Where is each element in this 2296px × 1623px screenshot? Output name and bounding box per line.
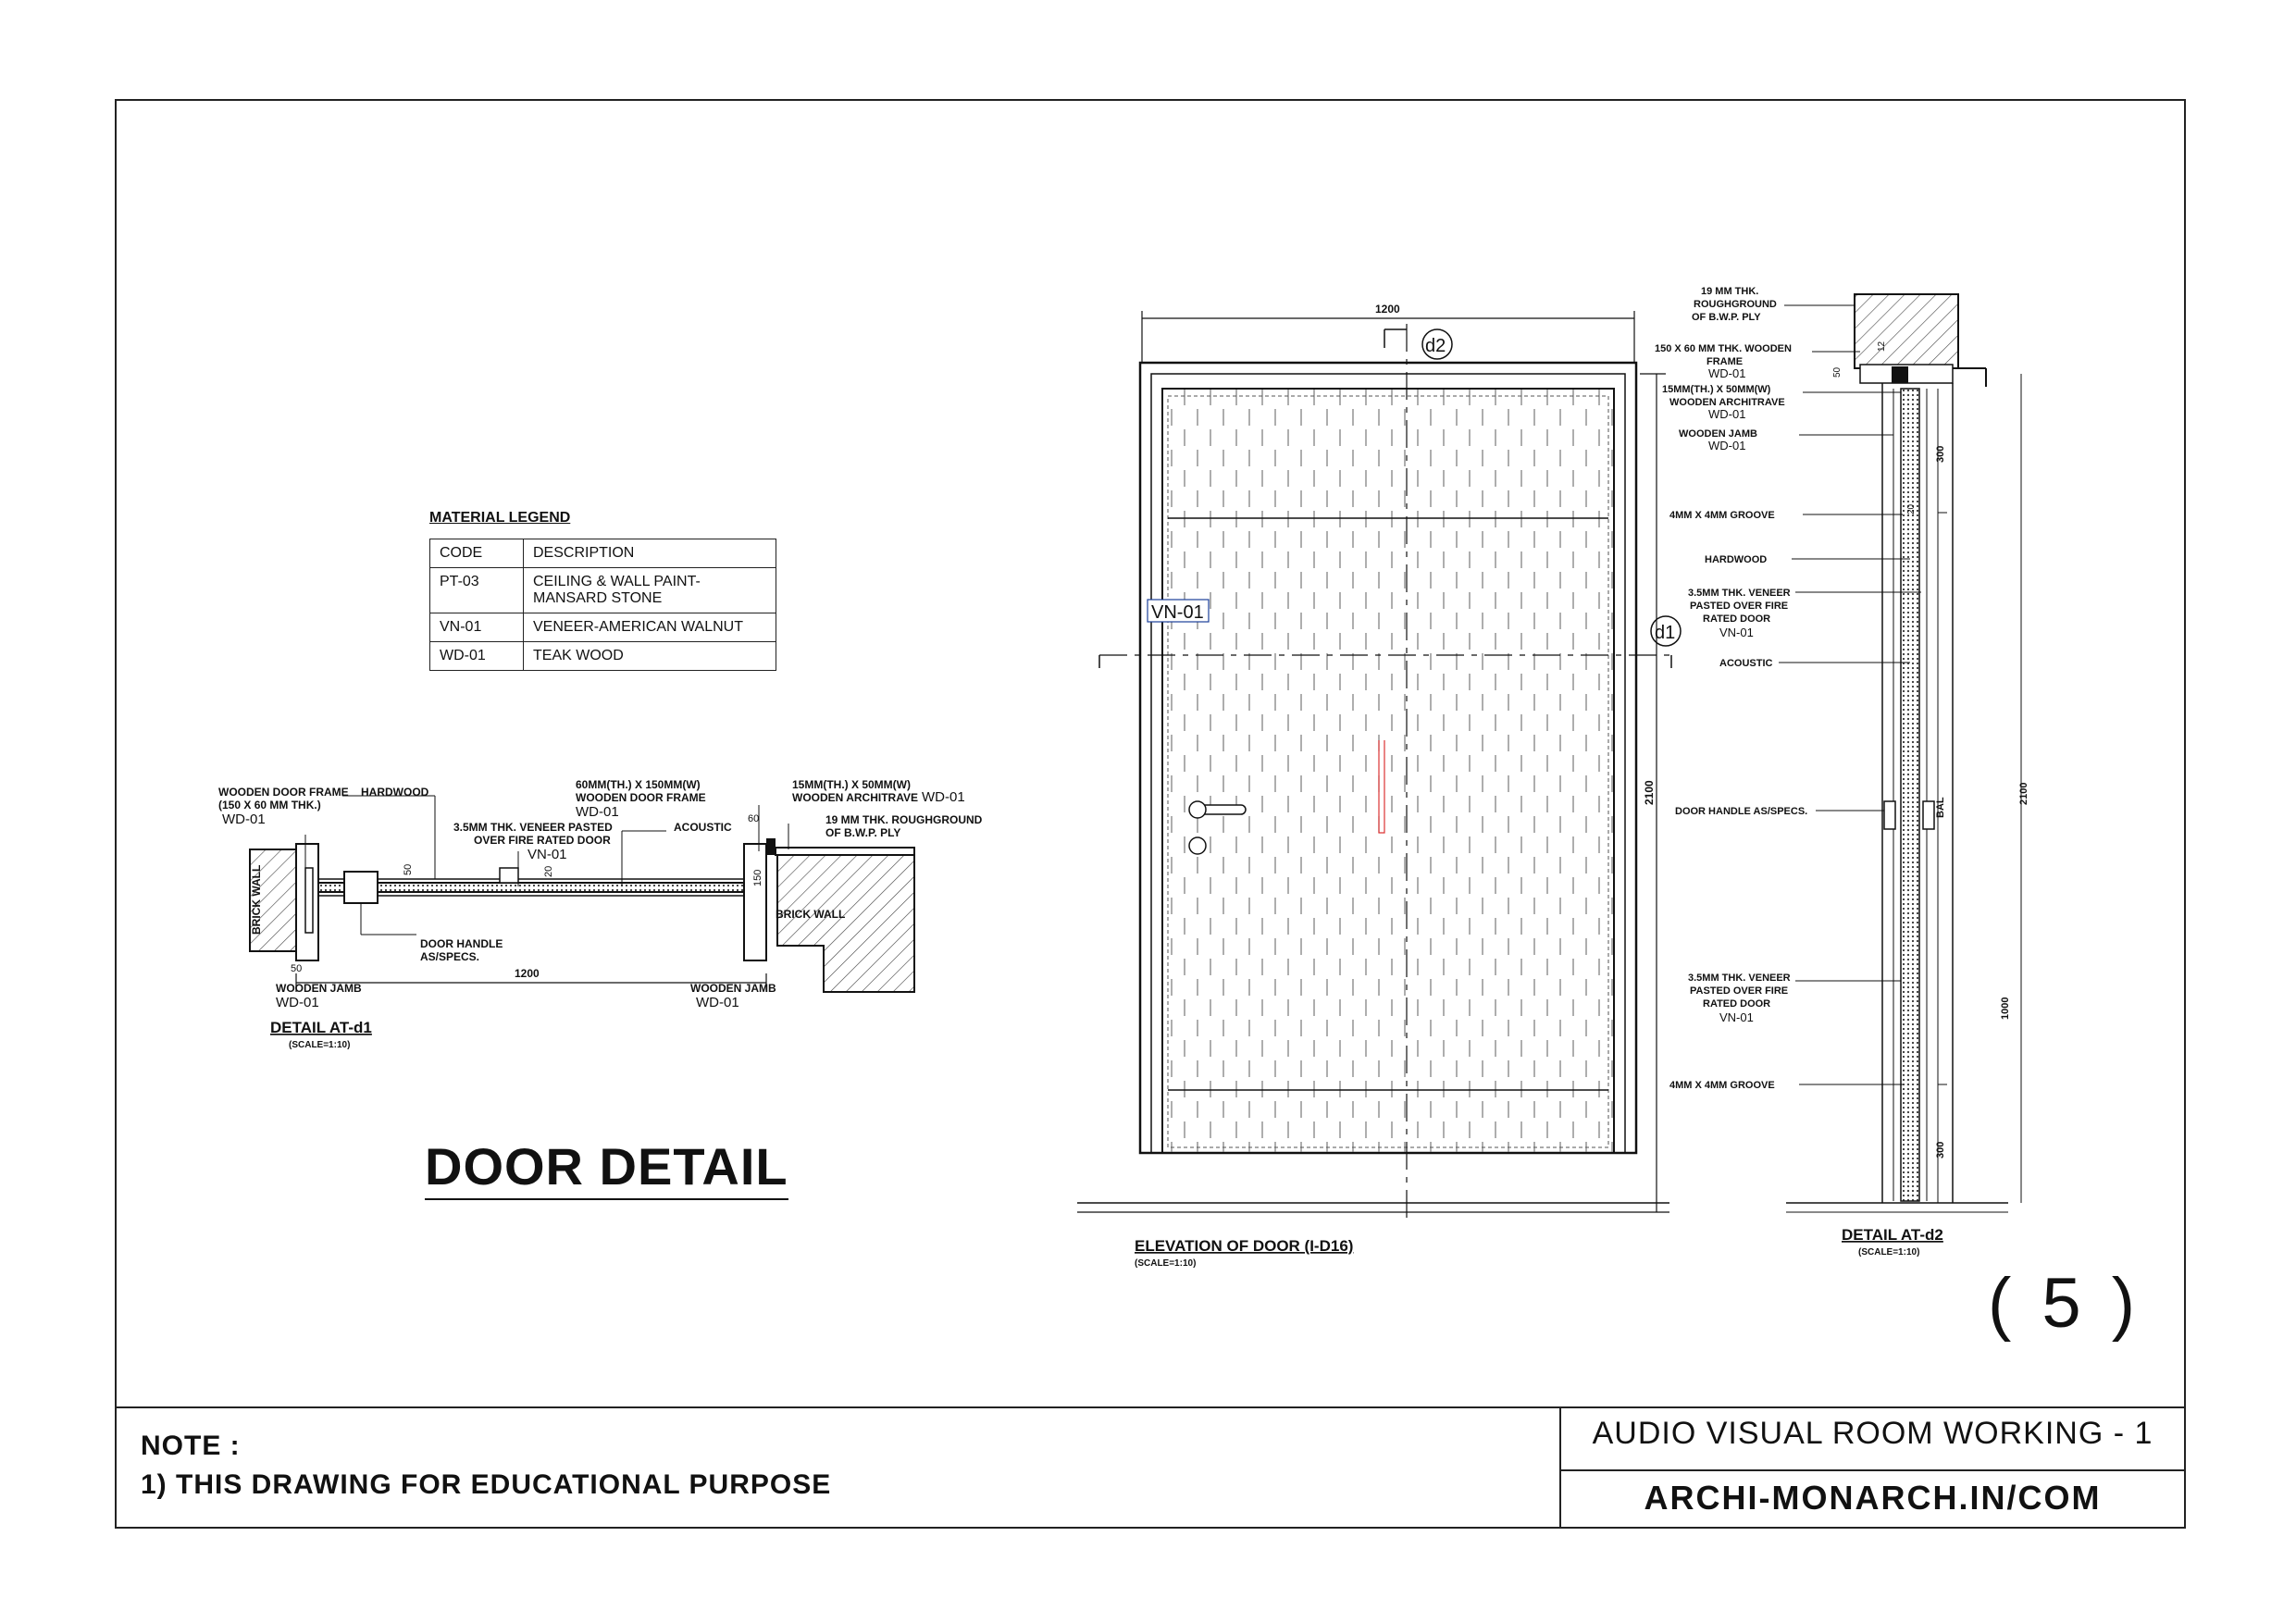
d2-handle-label: DOOR HANDLE AS/SPECS. — [1675, 806, 1808, 817]
d2-roughground-label-2: ROUGHGROUND — [1694, 299, 1777, 310]
elevation-scale: (SCALE=1:10) — [1135, 1258, 1197, 1269]
d1-veneer-label-2: OVER FIRE RATED DOOR — [474, 834, 611, 847]
sheet-number: ( 5 ) — [1988, 1264, 2141, 1343]
elevation-title: ELEVATION OF DOOR (I-D16) — [1135, 1237, 1354, 1255]
d2-veneer-bot-label-2: PASTED OVER FIRE — [1690, 985, 1789, 997]
d2-dim-bal: BAL — [1935, 797, 1946, 818]
d2-roughground-label-3: OF B.W.P. PLY — [1692, 312, 1761, 323]
legend-description: CEILING & WALL PAINT-MANSARD STONE — [524, 568, 776, 613]
d2-architrave-code: WD-01 — [1708, 407, 1746, 421]
tag-d1: d1 — [1655, 623, 1676, 643]
d1-dim-150: 150 — [752, 869, 763, 886]
drawing-main-title: DOOR DETAIL — [425, 1136, 788, 1200]
d1-door-frame-label-1: 60MM(TH.) X 150MM(W) — [576, 778, 701, 791]
material-legend-table — [429, 539, 776, 671]
note-text: 1) THIS DRAWING FOR EDUCATIONAL PURPOSE — [141, 1469, 832, 1500]
d1-dim-50-leaf: 50 — [403, 863, 414, 875]
d2-veneer-top-label-3: RATED DOOR — [1703, 613, 1771, 625]
d2-frame-code: WD-01 — [1708, 366, 1746, 380]
legend-header-code: CODE — [430, 539, 524, 568]
d2-veneer-top-label-2: PASTED OVER FIRE — [1690, 601, 1789, 612]
d2-dim-300-bot: 300 — [1935, 1141, 1946, 1158]
d1-dim-60: 60 — [748, 813, 760, 824]
d2-dim-50: 50 — [1832, 366, 1843, 378]
d1-jamb-left-code: WD-01 — [276, 995, 319, 1010]
keyhole — [1189, 837, 1206, 854]
d1-jamb-right-label: WOODEN JAMB — [690, 982, 776, 995]
legend-description: TEAK WOOD — [524, 642, 776, 671]
d2-jamb-label: WOODEN JAMB — [1679, 428, 1757, 440]
legend-code: WD-01 — [430, 642, 524, 671]
legend-description: VENEER-AMERICAN WALNUT — [524, 613, 776, 642]
d1-handle-label-1: DOOR HANDLE — [420, 937, 503, 950]
brick-wall-right — [777, 855, 914, 992]
legend-row — [430, 568, 776, 613]
d2-acoustic-label: ACOUSTIC — [1719, 658, 1773, 669]
detail-d1 — [218, 778, 983, 1050]
d2-hardwood-label: HARDWOOD — [1705, 554, 1768, 565]
d1-jamb-left-label: WOODEN JAMB — [276, 982, 362, 995]
d2-scale: (SCALE=1:10) — [1858, 1247, 1920, 1258]
d1-roughground-label-2: OF B.W.P. PLY — [825, 826, 901, 839]
d1-architrave-label-2: WOODEN ARCHITRAVE — [792, 791, 918, 804]
d1-brick-wall-label-right: BRICK WALL — [776, 908, 846, 921]
door-leaf — [1162, 389, 1614, 1153]
d2-handle — [1884, 801, 1895, 829]
legend-code: VN-01 — [430, 613, 524, 642]
d2-dim-12: 12 — [1877, 341, 1887, 352]
d1-jamb-right-code: WD-01 — [696, 995, 739, 1010]
legend-code: PT-03 — [430, 568, 524, 613]
note-title: NOTE : — [141, 1431, 241, 1461]
d1-title: DETAIL AT-d1 — [270, 1019, 372, 1036]
d2-roughground-label-1: 19 MM THK. — [1701, 286, 1759, 297]
detail-d2 — [1655, 286, 2029, 1258]
d2-dim-2100: 2100 — [2018, 782, 2029, 805]
d2-veneer-top-code: VN-01 — [1719, 626, 1754, 639]
d1-dim-50: 50 — [291, 963, 303, 974]
title-block-horizontal-divider — [1559, 1469, 2186, 1471]
d2-veneer-top-label-1: 3.5MM THK. VENEER — [1688, 588, 1791, 599]
d1-frame-label: WOODEN DOOR FRAME — [218, 786, 349, 799]
d2-veneer-bot-code: VN-01 — [1719, 1010, 1754, 1024]
elevation-dim-width: 1200 — [1375, 303, 1400, 316]
legend-row — [430, 613, 776, 642]
legend-row — [430, 642, 776, 671]
handle-section — [344, 872, 378, 903]
elevation-dim-height: 2100 — [1643, 780, 1656, 805]
door-leaf-section — [318, 883, 744, 892]
d1-dim-width: 1200 — [515, 967, 540, 980]
door-elevation — [1077, 303, 1681, 1269]
d1-door-frame-label-2: WOODEN DOOR FRAME — [576, 791, 706, 804]
d1-brick-wall-label-left: BRICK WALL — [250, 864, 263, 935]
d2-wall-above — [1855, 294, 1958, 368]
d1-acoustic-label: ACOUSTIC — [674, 821, 732, 834]
architrave-right — [776, 848, 914, 855]
d1-scale: (SCALE=1:10) — [289, 1040, 351, 1050]
d2-frame-label-1: 150 X 60 MM THK. WOODEN — [1655, 343, 1792, 354]
d1-handle-label-2: AS/SPECS. — [420, 950, 480, 963]
d1-frame-code: WD-01 — [222, 812, 266, 827]
d2-title: DETAIL AT-d2 — [1842, 1226, 1943, 1244]
d2-groove-top-label: 4MM X 4MM GROOVE — [1669, 510, 1775, 521]
d1-roughground-label-1: 19 MM THK. ROUGHGROUND — [825, 813, 983, 826]
d1-door-frame-code: WD-01 — [576, 804, 619, 820]
d2-veneer-bot-label-1: 3.5MM THK. VENEER — [1688, 973, 1791, 984]
site-name: ARCHI-MONARCH.IN/COM — [1644, 1479, 2102, 1517]
legend-header-row — [430, 539, 776, 568]
d2-architrave-label-1: 15MM(TH.) X 50MM(W) — [1662, 384, 1771, 395]
d2-dim-300-top: 300 — [1935, 445, 1946, 463]
d1-architrave-code: WD-01 — [922, 789, 965, 805]
d2-architrave-label-2: WOODEN ARCHITRAVE — [1669, 397, 1785, 408]
title-block-divider — [115, 1406, 2186, 1408]
d1-frame-size-label: (150 X 60 MM THK.) — [218, 799, 321, 812]
elevation-veneer-code: VN-01 — [1151, 602, 1204, 623]
d1-hardwood-label: HARDWOOD — [361, 786, 429, 799]
d2-dim-20: 20 — [1906, 503, 1917, 514]
jamb-right — [744, 844, 766, 960]
d2-groove-bottom-label: 4MM X 4MM GROOVE — [1669, 1080, 1775, 1091]
d2-jamb-code: WD-01 — [1708, 439, 1746, 452]
tag-d2: d2 — [1425, 336, 1446, 356]
d2-frame-label-2: FRAME — [1706, 356, 1744, 367]
project-title: AUDIO VISUAL ROOM WORKING - 1 — [1592, 1416, 2153, 1451]
legend-title: MATERIAL LEGEND — [429, 510, 571, 526]
d2-veneer-bot-label-3: RATED DOOR — [1703, 998, 1771, 1010]
d1-veneer-code: VN-01 — [527, 847, 567, 862]
d1-architrave-label-1: 15MM(TH.) X 50MM(W) — [792, 778, 911, 791]
d1-veneer-label-1: 3.5MM THK. VENEER PASTED — [453, 821, 613, 834]
legend-header-description: DESCRIPTION — [524, 539, 776, 568]
d2-dim-1000: 1000 — [2000, 997, 2011, 1020]
d1-dim-20: 20 — [543, 865, 554, 877]
